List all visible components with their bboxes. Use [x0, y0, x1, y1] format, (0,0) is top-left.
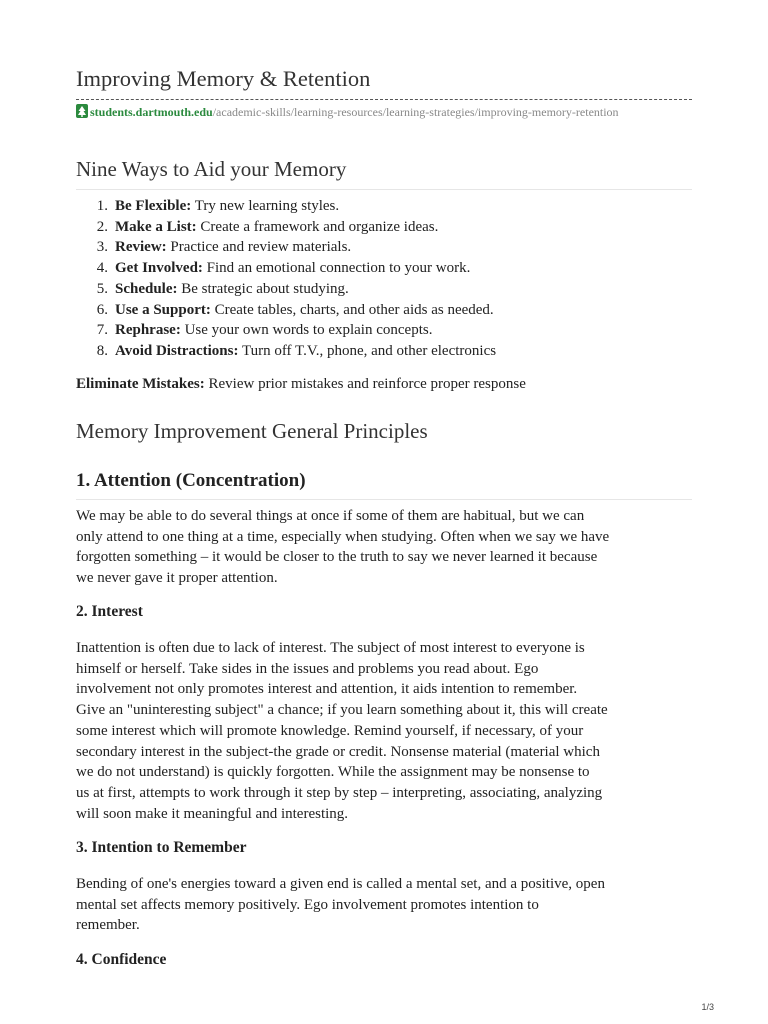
paragraph-line: forgotten something – it would be closer to the truth to say we never learned it because [76, 549, 598, 566]
paragraph-line: secondary interest in the subject-the grade or credit. Nonsense material (material which [76, 743, 600, 760]
nine-ways-heading-rule [76, 189, 692, 190]
dartmouth-pine-icon [76, 104, 88, 118]
list-item-text: Use your own words to explain concepts. [180, 322, 433, 339]
list-item [76, 196, 692, 217]
list-item [76, 237, 692, 258]
list-item-number: 5. [96, 280, 108, 297]
list-item-term: Make a List: [115, 218, 197, 235]
source-path-link[interactable]: /academic-skills/learning-resources/learning-strategies/improving-memory-retention [212, 105, 619, 119]
paragraph-line: remember. [76, 917, 140, 934]
list-item [76, 217, 692, 238]
list-item-text: Find an emotional connection to your work. [202, 260, 471, 277]
paragraph-line: We may be able to do several things at once if some of them are habitual, but we can [76, 508, 585, 524]
attention-heading-rule [76, 499, 692, 500]
list-item-number: 2. [96, 218, 108, 235]
source-url[interactable] [76, 104, 692, 120]
principles-heading: Memory Improvement General Principles [76, 419, 428, 443]
list-item-number: 1. [96, 198, 108, 214]
paragraph-line: only attend to one thing at a time, especially when studying. Often when we say we have [76, 528, 610, 545]
list-item [76, 279, 692, 300]
list-item [76, 341, 692, 362]
list-item-number: 7. [96, 322, 108, 339]
list-item-term: Review: [115, 239, 167, 256]
nine-ways-heading: Nine Ways to Aid your Memory [76, 157, 347, 181]
intention-paragraph [76, 874, 696, 936]
attention-heading: 1. Attention (Concentration) [76, 470, 306, 491]
list-item-term: Be Flexible: [115, 198, 192, 214]
list-item [76, 258, 692, 279]
list-item-text: Be strategic about studying. [177, 280, 349, 297]
confidence-heading: 4. Confidence [76, 951, 167, 968]
paragraph-line: we never gave it proper attention. [76, 570, 278, 587]
paragraph-line: we do not understand) is quickly forgotten. While the assignment may be nonsense to [76, 764, 590, 781]
list-item-text: Create a framework and organize ideas. [196, 218, 439, 235]
nine-ways-list [76, 196, 692, 362]
paragraph-line: mental set affects memory positively. Ego involvement promotes intention to [76, 896, 539, 913]
paragraph-line: Give an "uninteresting subject" a chance; if you learn something about it, this will create [76, 702, 608, 719]
paragraph-line: Bending of one's energies toward a given end is called a mental set, and a positive, open [76, 876, 605, 892]
page-number: 1/3 [701, 1002, 714, 1012]
list-item-term: Schedule: [115, 280, 178, 297]
eliminate-mistakes-note [76, 374, 696, 395]
list-item-text: Try new learning styles. [191, 198, 340, 214]
interest-paragraph [76, 638, 696, 824]
paragraph-line: himself or herself. Take sides in the issues and problems you read about. Ego [76, 660, 539, 677]
paragraph-line: us at first, attempts to work through it step by step – interpreting, associating, analyzing [76, 784, 603, 801]
interest-heading: 2. Interest [76, 603, 143, 620]
list-item-number: 4. [96, 260, 108, 277]
paragraph-line: Inattention is often due to lack of interest. The subject of most interest to everyone is [76, 640, 585, 656]
list-item-number: 8. [96, 342, 108, 359]
document-title: Improving Memory & Retention [76, 66, 371, 91]
list-item-number: 3. [96, 239, 108, 256]
list-item [76, 300, 692, 321]
title-dashed-divider [76, 99, 692, 100]
list-item-term: Rephrase: [115, 322, 181, 339]
list-item-term: Use a Support: [115, 301, 211, 318]
list-item-text: Create tables, charts, and other aids as needed. [210, 301, 494, 318]
note-text: Review prior mistakes and reinforce proper response [204, 376, 526, 392]
paragraph-line: some interest which will promote knowledge. Remind yourself, if necessary, of your [76, 722, 584, 739]
list-item-term: Avoid Distractions: [115, 342, 239, 359]
list-item-term: Get Involved: [115, 260, 203, 277]
list-item-number: 6. [96, 301, 108, 318]
paragraph-line: involvement not only promotes interest and attention, it aids intention to remember. [76, 681, 578, 698]
intention-heading: 3. Intention to Remember [76, 839, 247, 856]
list-item-text: Practice and review materials. [166, 239, 352, 256]
source-domain-link[interactable]: students.dartmouth.edu [90, 105, 213, 119]
list-item-text: Turn off T.V., phone, and other electronics [238, 342, 497, 359]
list-item [76, 320, 692, 341]
note-term: Eliminate Mistakes: [76, 376, 205, 392]
paragraph-line: will soon make it meaningful and interesting. [76, 805, 349, 822]
attention-paragraph [76, 506, 696, 589]
